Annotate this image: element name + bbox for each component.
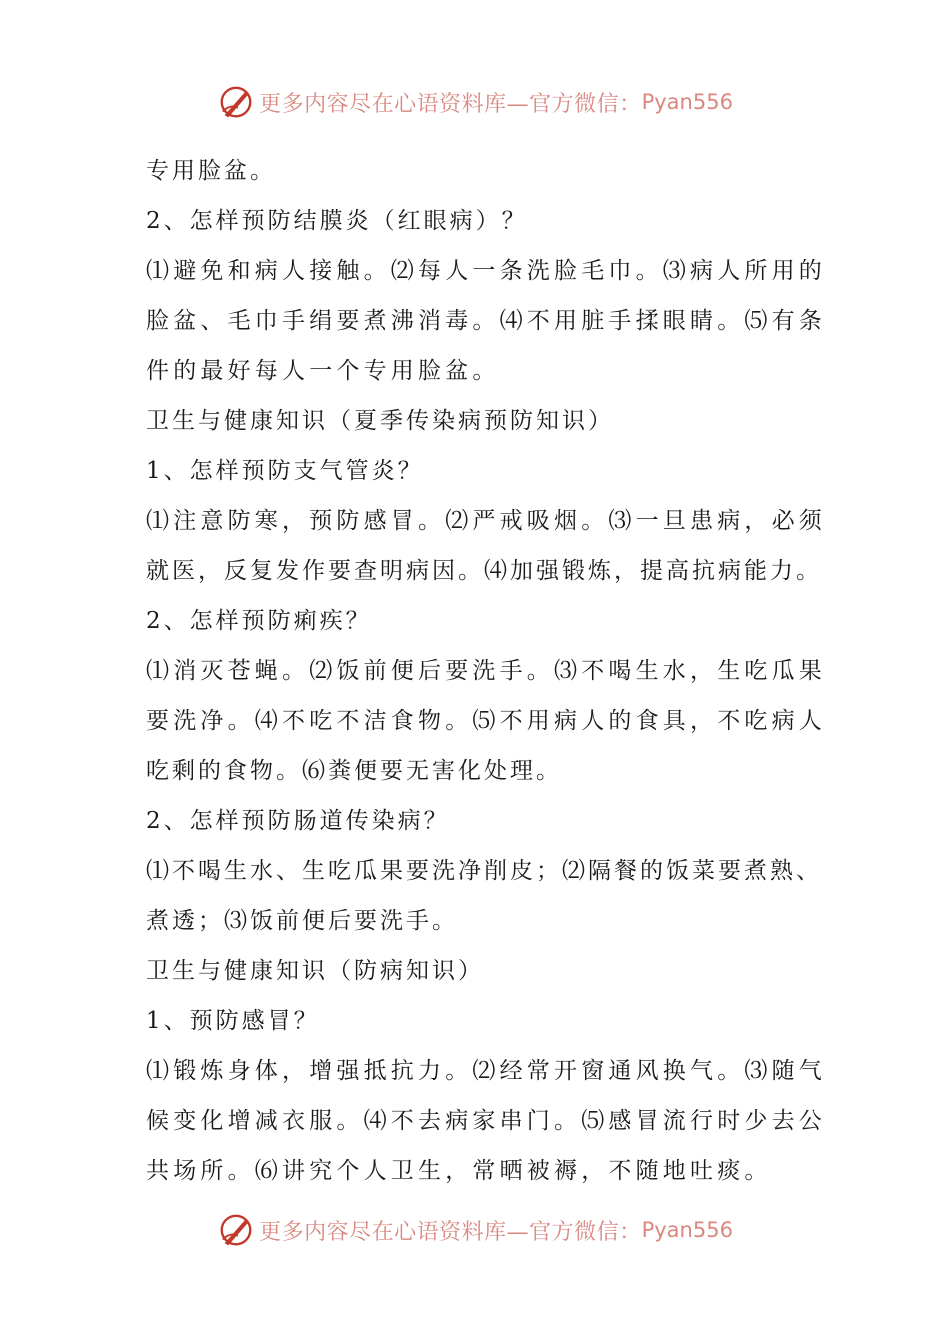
text-line: ⑴不喝生水、生吃瓜果要洗净削皮；⑵隔餐的饭菜要煮熟、 bbox=[146, 858, 822, 884]
document-body bbox=[146, 146, 826, 1196]
section-question: 1、预防感冒？ bbox=[146, 1008, 320, 1034]
section-question: 2、怎样预防痢疾？ bbox=[146, 608, 372, 634]
header-watermark bbox=[0, 82, 950, 122]
section-heading: 卫生与健康知识（防病知识） bbox=[146, 958, 484, 984]
text-line: 脸盆、毛巾手绢要煮沸消毒。⑷不用脏手揉眼睛。⑸有条 bbox=[146, 308, 826, 334]
header-text: 更多内容尽在心语资料库—官方微信： bbox=[259, 91, 642, 117]
text-line: ⑴注意防寒，预防感冒。⑵严戒吸烟。⑶一旦患病，必须 bbox=[146, 508, 826, 534]
text-line: 件的最好每人一个专用脸盆。 bbox=[146, 358, 500, 384]
section-heading: 卫生与健康知识（夏季传染病预防知识） bbox=[146, 408, 614, 434]
footer-wechat-id: Pyan556 bbox=[641, 1218, 733, 1242]
footer-text: 更多内容尽在心语资料库—官方微信： bbox=[259, 1219, 642, 1245]
text-line: ⑴消灭苍蝇。⑵饭前便后要洗手。⑶不喝生水，生吃瓜果 bbox=[146, 658, 826, 684]
pen-logo-icon bbox=[217, 83, 255, 121]
footer-watermark bbox=[0, 1210, 950, 1250]
text-line: 煮透；⑶饭前便后要洗手。 bbox=[146, 908, 458, 934]
section-question: 1、怎样预防支气管炎？ bbox=[146, 458, 424, 484]
text-line: 就医，反复发作要查明病因。⑷加强锻炼，提高抗病能力。 bbox=[146, 558, 822, 584]
text-line: 吃剩的食物。⑹粪便要无害化处理。 bbox=[146, 758, 562, 784]
pen-logo-icon bbox=[217, 1211, 255, 1249]
text-line: 候变化增减衣服。⑷不去病家串门。⑸感冒流行时少去公 bbox=[146, 1108, 826, 1134]
text-line: 专用脸盆。 bbox=[146, 158, 276, 184]
text-line: ⑴锻炼身体，增强抵抗力。⑵经常开窗通风换气。⑶随气 bbox=[146, 1058, 826, 1084]
header-wechat-id: Pyan556 bbox=[641, 90, 733, 114]
section-question: 2、怎样预防结膜炎（红眼病）？ bbox=[146, 208, 528, 234]
text-line: 要洗净。⑷不吃不洁食物。⑸不用病人的食具，不吃病人 bbox=[146, 708, 826, 734]
text-line: 共场所。⑹讲究个人卫生，常晒被褥，不随地吐痰。 bbox=[146, 1158, 772, 1184]
section-question: 2、怎样预防肠道传染病？ bbox=[146, 808, 450, 834]
text-line: ⑴避免和病人接触。⑵每人一条洗脸毛巾。⑶病人所用的 bbox=[146, 258, 826, 284]
